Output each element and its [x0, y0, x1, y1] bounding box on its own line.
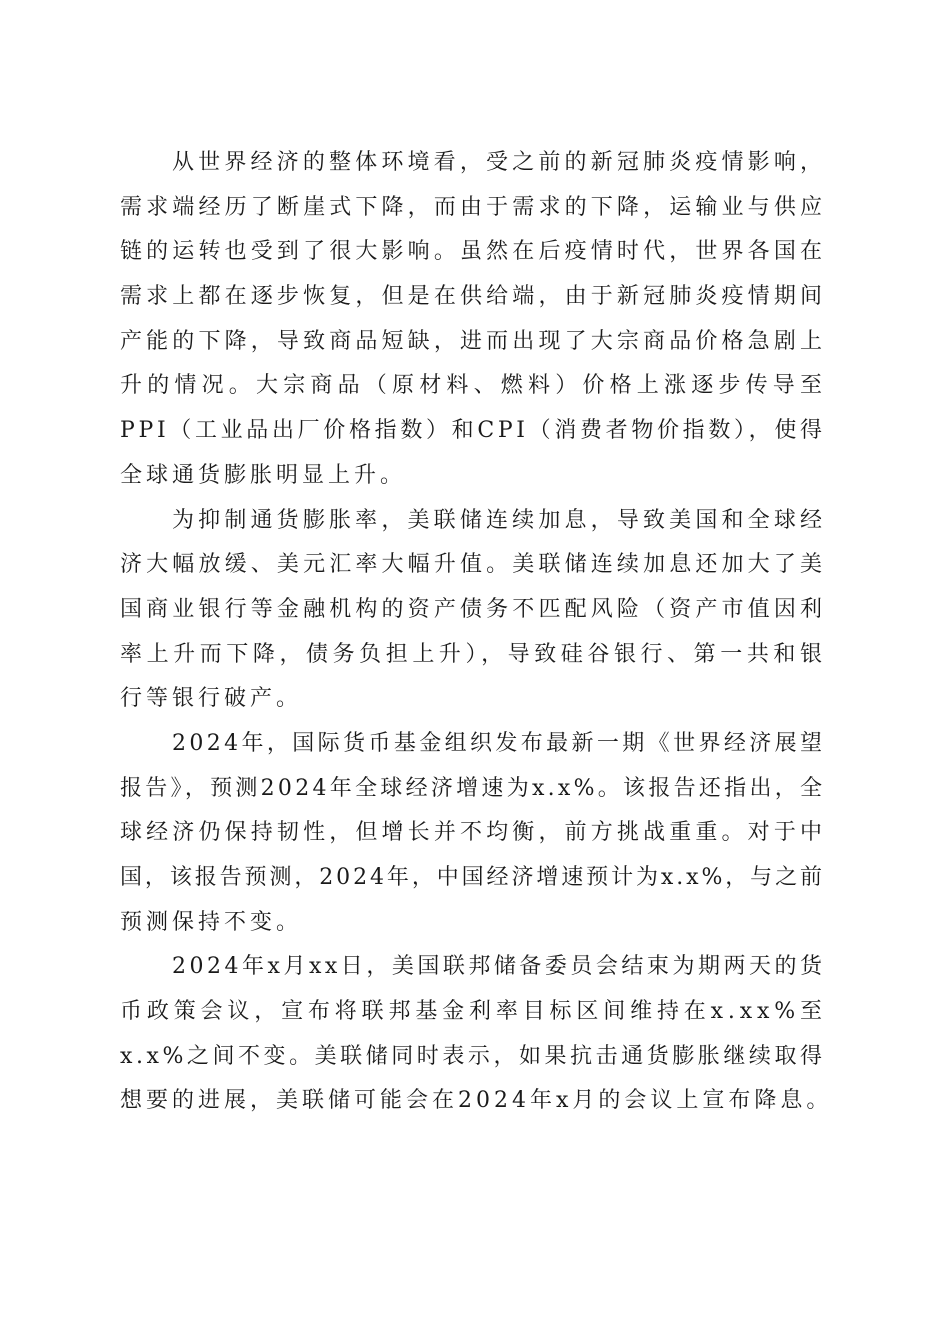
text-line: 国，该报告预测，2024年，中国经济增速预计为x.x%，与之前 [120, 865, 825, 890]
text-line: 报告》，预测2024年全球经济增速为x.x%。该报告还指出，全 [120, 775, 826, 801]
text-line: 2024年，国际货币基金组织发布最新一期《世界经济展望 [172, 730, 826, 756]
text-line: 全球通货膨胀明显上升。 [120, 462, 407, 488]
text-line: 想要的进展，美联储可能会在2024年x月的会议上宣布降息。 [120, 1088, 833, 1114]
text-line: 升的情况。大宗商品（原材料、燃料）价格上涨逐步传导至 [120, 373, 828, 399]
text-line: 从世界经济的整体环境看，受之前的新冠肺炎疫情影响， [172, 150, 827, 175]
text-line: 济大幅放缓、美元汇率大幅升值。美联储连续加息还加大了美 [120, 552, 827, 578]
text-line: 为抑制通货膨胀率，美联储连续加息，导致美国和全球经 [172, 507, 827, 533]
text-line: x.x%之间不变。美联储同时表示，如果抗击通货膨胀继续取得 [120, 1043, 826, 1069]
paragraph-fed-rate-hikes [120, 499, 827, 722]
text-line: 国商业银行等金融机构的资产债务不匹配风险（资产市值因利 [120, 596, 827, 622]
text-line: 行等银行破产。 [120, 686, 303, 712]
text-line: 链的运转也受到了很大影响。虽然在后疫情时代，世界各国在 [120, 239, 827, 265]
text-line: 需求端经历了断崖式下降，而由于需求的下降，运输业与供应 [120, 194, 827, 220]
text-line: 产能的下降，导致商品短缺，进而出现了大宗商品价格急剧上 [120, 328, 827, 354]
text-line: PPI（工业品出厂价格指数）和CPI（消费者物价指数），使得 [120, 418, 826, 444]
text-line: 需求上都在逐步恢复，但是在供给端，由于新冠肺炎疫情期间 [120, 284, 827, 310]
text-line: 率上升而下降，债务负担上升），导致硅谷银行、第一共和银 [120, 641, 827, 667]
text-line: 球经济仍保持韧性，但增长并不均衡，前方挑战重重。对于中 [120, 820, 827, 846]
text-line: 2024年x月xx日，美国联邦储备委员会结束为期两天的货 [172, 954, 826, 980]
text-line: 预测保持不变。 [120, 909, 303, 935]
paragraph-fed-meeting [120, 945, 833, 1124]
paragraph-global-economy [120, 141, 828, 499]
document-body [120, 141, 833, 1124]
paragraph-imf-outlook [120, 722, 827, 945]
text-line: 币政策会议，宣布将联邦基金利率目标区间维持在x.xx%至 [120, 999, 827, 1025]
